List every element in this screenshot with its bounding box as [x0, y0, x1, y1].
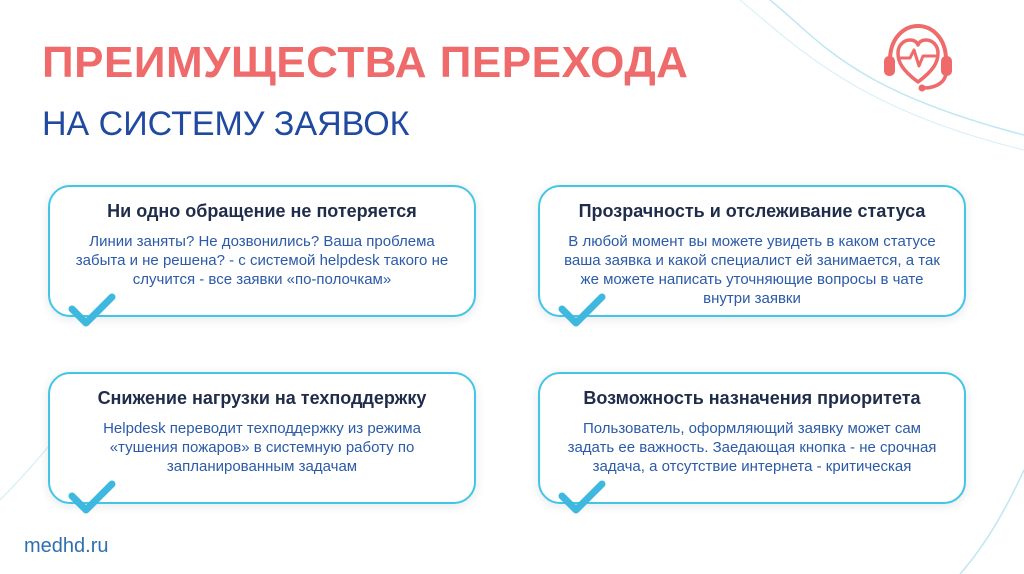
card-title: Снижение нагрузки на техподдержку — [97, 388, 427, 408]
benefit-card-priority — [538, 372, 966, 504]
card-text: В любой момент вы можете увидеть в каком статусе ваша заявка и какой специалист ей занимается, а так же можете написать уточняющие вопросы в чате внутри заявки — [564, 233, 940, 307]
card-title: Ни одно обращение не потеряется — [107, 201, 417, 221]
card-title: Возможность назначения приоритета — [583, 388, 921, 408]
checkmark-icon — [68, 293, 116, 329]
benefit-card-no-lost-requests — [48, 185, 476, 317]
card-text: Линии заняты? Не дозвонились? Ваша проблема забыта и не решена? - с системой helpdesk такого не случится - все заявки «по-полочкам» — [75, 233, 449, 288]
website-link[interactable]: medhd.ru — [24, 535, 109, 557]
page-title: ПРЕИМУЩЕСТВА ПЕРЕХОДА — [42, 38, 689, 87]
checkmark-icon — [558, 480, 606, 516]
page-subtitle: НА СИСТЕМУ ЗАЯВОК — [42, 105, 410, 143]
checkmark-icon — [68, 480, 116, 516]
card-title: Прозрачность и отслеживание статуса — [578, 201, 926, 221]
card-text: Пользователь, оформляющий заявку может сам задать ее важность. Заедающая кнопка - не срочная задача, а отсутствие интернета - критическая — [567, 420, 937, 475]
checkmark-icon — [558, 293, 606, 329]
benefit-card-support-load — [48, 372, 476, 504]
benefit-card-status-tracking — [538, 185, 966, 317]
card-text: Helpdesk переводит техподдержку из режима «тушения пожаров» в системную работу по запланированным задачам — [103, 420, 421, 475]
headset-heart-icon — [880, 20, 956, 96]
